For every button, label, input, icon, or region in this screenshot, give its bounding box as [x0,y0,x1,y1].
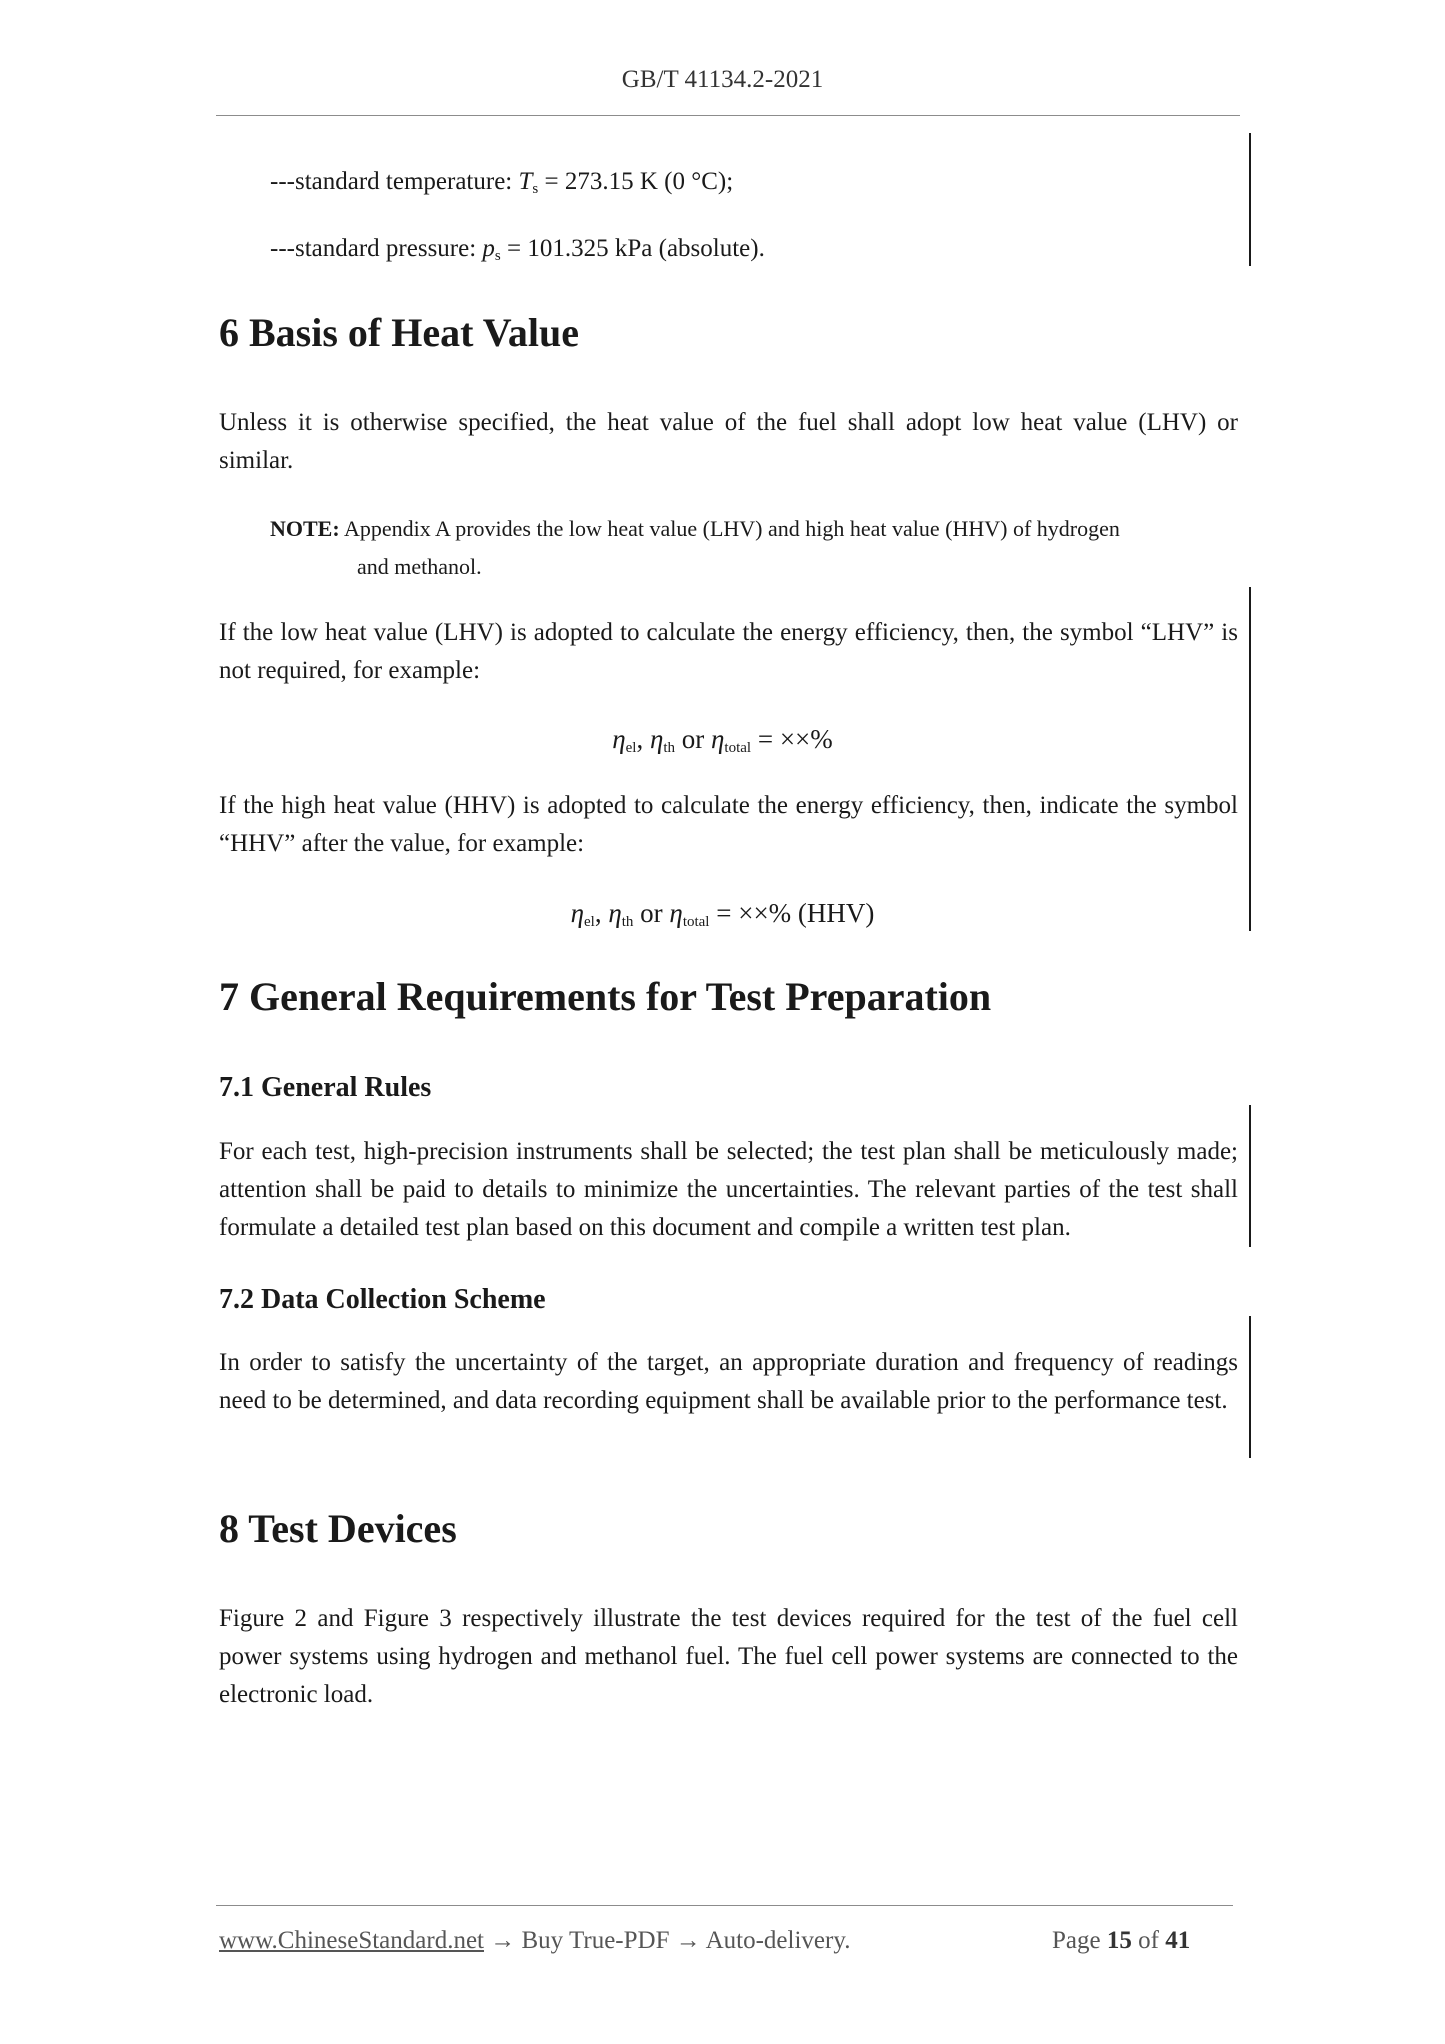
hhv-efficiency-formula: $\eta_{el}$, $\eta_{th}$ or $\eta_{total}$ = ××% (HHV) [570,898,875,930]
section-8-heading: 8 Test Devices [219,1506,457,1551]
section-7-heading: 7 General Requirements for Test Preparation [219,974,992,1019]
section-7-1-paragraph: For each test, high-precision instruments shall be selected; the test plan shall be meticulously made; attention shall be paid to details to minimize the uncertainties. The relevant parties of the test shall formulate a detailed test plan based on this document and compile a written test plan. [219,1138,1238,1241]
change-bar [1249,1105,1251,1247]
section-6-paragraph-2: If the low heat value (LHV) is adopted to calculate the energy efficiency, then, the symbol “LHV” is not required, for example: [219,619,1238,684]
page-number: Page 15 of 41 [1052,1927,1191,1954]
section-6-paragraph-3: If the high heat value (HHV) is adopted to calculate the energy efficiency, then, indicate the symbol “HHV” after the value, for example: [219,792,1238,857]
change-bar [1249,1316,1251,1458]
note-label: NOTE: [270,516,340,541]
section-7-1-heading: 7.1 General Rules [219,1072,432,1103]
standard-pressure-line: ---standard pressure: $p_s = 101.325$ kPa (absolute). [270,235,765,264]
section-8-paragraph: Figure 2 and Figure 3 respectively illustrate the test devices required for the test of the fuel cell power systems using hydrogen and methanol fuel. The fuel cell power systems are connected to the electronic load. [219,1605,1238,1708]
change-bar [1249,133,1251,266]
header-divider [216,115,1240,116]
document-header: GB/T 41134.2-2021 [621,66,824,93]
website-link[interactable]: www.ChineseStandard.net [219,1927,484,1954]
section-6-paragraph-1: Unless it is otherwise specified, the heat value of the fuel shall adopt low heat value (LHV) or similar. [219,409,1238,474]
standard-temperature-line: ---standard temperature: $T_s = 273.15$ K (0 °C); [270,168,734,197]
section-6-heading: 6 Basis of Heat Value [219,310,580,355]
section-7-2-paragraph: In order to satisfy the uncertainty of the target, an appropriate duration and frequency of readings need to be determined, and data recording equipment shall be available prior to the performance test. [219,1349,1238,1414]
section-7-2-heading: 7.2 Data Collection Scheme [219,1284,546,1315]
lhv-efficiency-formula: $\eta_{el}$, $\eta_{th}$ or $\eta_{total}$ = ××% [612,724,833,756]
footer-divider [216,1905,1233,1906]
note-block: NOTE: Appendix A provides the low heat value (LHV) and high heat value (HHV) of hydrogen and methanol. [270,516,1120,579]
change-bar [1249,587,1251,931]
footer-promo: www.ChineseStandard.net → Buy True-PDF → Auto-delivery. [219,1927,851,1954]
